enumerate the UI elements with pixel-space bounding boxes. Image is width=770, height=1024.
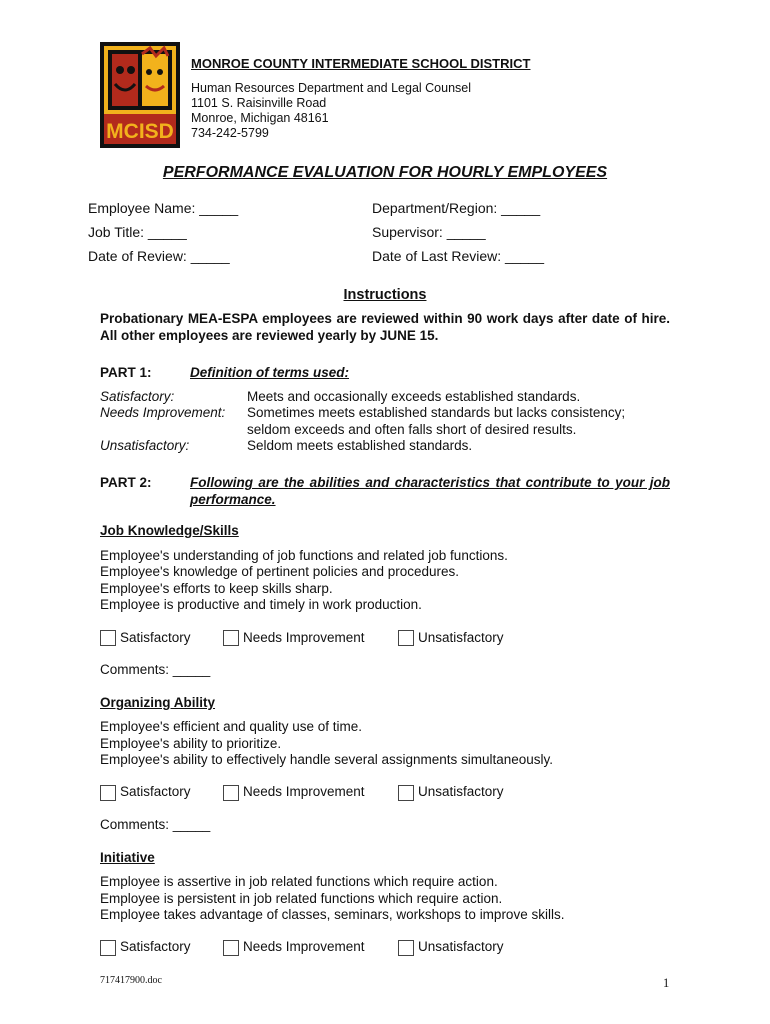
section-line: Employee is persistent in job related functions which require action. [100, 891, 503, 906]
instructions-heading: Instructions [343, 287, 427, 303]
satisfactory-label: Satisfactory [120, 939, 191, 954]
unsatisfactory-label: Unsatisfactory [418, 784, 504, 799]
term-satisfactory: Satisfactory: [100, 389, 175, 404]
instructions-text: Probationary MEA-ESPA employees are reviewed within 90 work days after date of hire. All other employees are reviewed yearly by JUNE 15. [100, 311, 670, 343]
needs-improvement-checkbox[interactable] [223, 630, 239, 646]
unsatisfactory-checkbox[interactable] [398, 785, 414, 801]
address-line-phone: 734-242-5799 [191, 126, 269, 140]
term-needs-improvement: Needs Improvement: [100, 405, 226, 420]
date-of-review-field[interactable]: Date of Review: _____ [88, 248, 230, 264]
employee-name-field[interactable]: Employee Name: _____ [88, 200, 239, 216]
page-number: 1 [663, 976, 670, 990]
unsatisfactory-checkbox[interactable] [398, 940, 414, 956]
satisfactory-label: Satisfactory [120, 630, 191, 645]
def-needs-improvement-line1: Sometimes meets established standards but lacks consistency; [247, 405, 626, 420]
page-title: PERFORMANCE EVALUATION FOR HOURLY EMPLOYEES [162, 164, 608, 181]
section-heading-organizing-ability: Organizing Ability [100, 695, 216, 710]
satisfactory-checkbox[interactable] [100, 785, 116, 801]
footer-filename: 717417900.doc [100, 975, 162, 986]
def-unsatisfactory: Seldom meets established standards. [247, 438, 473, 453]
def-needs-improvement-line2: seldom exceeds and often falls short of desired results. [247, 422, 577, 437]
section-heading-initiative: Initiative [100, 850, 155, 865]
supervisor-field[interactable]: Supervisor: _____ [372, 224, 486, 240]
org-name: MONROE COUNTY INTERMEDIATE SCHOOL DISTRICT [191, 56, 531, 71]
section-heading-job-knowledge: Job Knowledge/Skills [100, 523, 239, 538]
date-of-last-review-field[interactable]: Date of Last Review: _____ [372, 248, 544, 264]
part2-label: PART 2: [100, 475, 152, 490]
part1-title: Definition of terms used: [190, 365, 350, 380]
unsatisfactory-label: Unsatisfactory [418, 939, 504, 954]
mcisd-logo [100, 42, 180, 148]
comments-field[interactable]: Comments: _____ [100, 662, 211, 677]
section-line: Employee is productive and timely in work production. [100, 597, 422, 612]
satisfactory-label: Satisfactory [120, 784, 191, 799]
satisfactory-checkbox[interactable] [100, 940, 116, 956]
logo-text: MCISD [106, 120, 174, 143]
needs-improvement-label: Needs Improvement [243, 630, 365, 645]
needs-improvement-label: Needs Improvement [243, 939, 365, 954]
part1-label: PART 1: [100, 365, 152, 380]
section-line: Employee's understanding of job functions and related job functions. [100, 548, 508, 563]
term-unsatisfactory: Unsatisfactory: [100, 438, 190, 453]
needs-improvement-label: Needs Improvement [243, 784, 365, 799]
unsatisfactory-checkbox[interactable] [398, 630, 414, 646]
unsatisfactory-label: Unsatisfactory [418, 630, 504, 645]
department-field[interactable]: Department/Region: _____ [372, 200, 541, 216]
address-line-street: 1101 S. Raisinville Road [191, 96, 327, 110]
satisfactory-checkbox[interactable] [100, 630, 116, 646]
address-line-department: Human Resources Department and Legal Counsel [191, 81, 472, 95]
section-line: Employee takes advantage of classes, seminars, workshops to improve skills. [100, 907, 565, 922]
section-line: Employee's ability to effectively handle several assignments simultaneously. [100, 752, 554, 767]
section-line: Employee's ability to prioritize. [100, 736, 282, 751]
def-satisfactory: Meets and occasionally exceeds established standards. [247, 389, 581, 404]
needs-improvement-checkbox[interactable] [223, 940, 239, 956]
section-line: Employee is assertive in job related functions which require action. [100, 874, 498, 889]
needs-improvement-checkbox[interactable] [223, 785, 239, 801]
section-line: Employee's knowledge of pertinent policies and procedures. [100, 564, 460, 579]
part2-title: Following are the abilities and characteristics that contribute to your job performance. [190, 475, 670, 507]
address-line-city: Monroe, Michigan 48161 [191, 111, 329, 125]
section-line: Employee's efficient and quality use of time. [100, 719, 362, 734]
job-title-field[interactable]: Job Title: _____ [88, 224, 187, 240]
comments-field[interactable]: Comments: _____ [100, 817, 211, 832]
section-line: Employee's efforts to keep skills sharp. [100, 581, 333, 596]
